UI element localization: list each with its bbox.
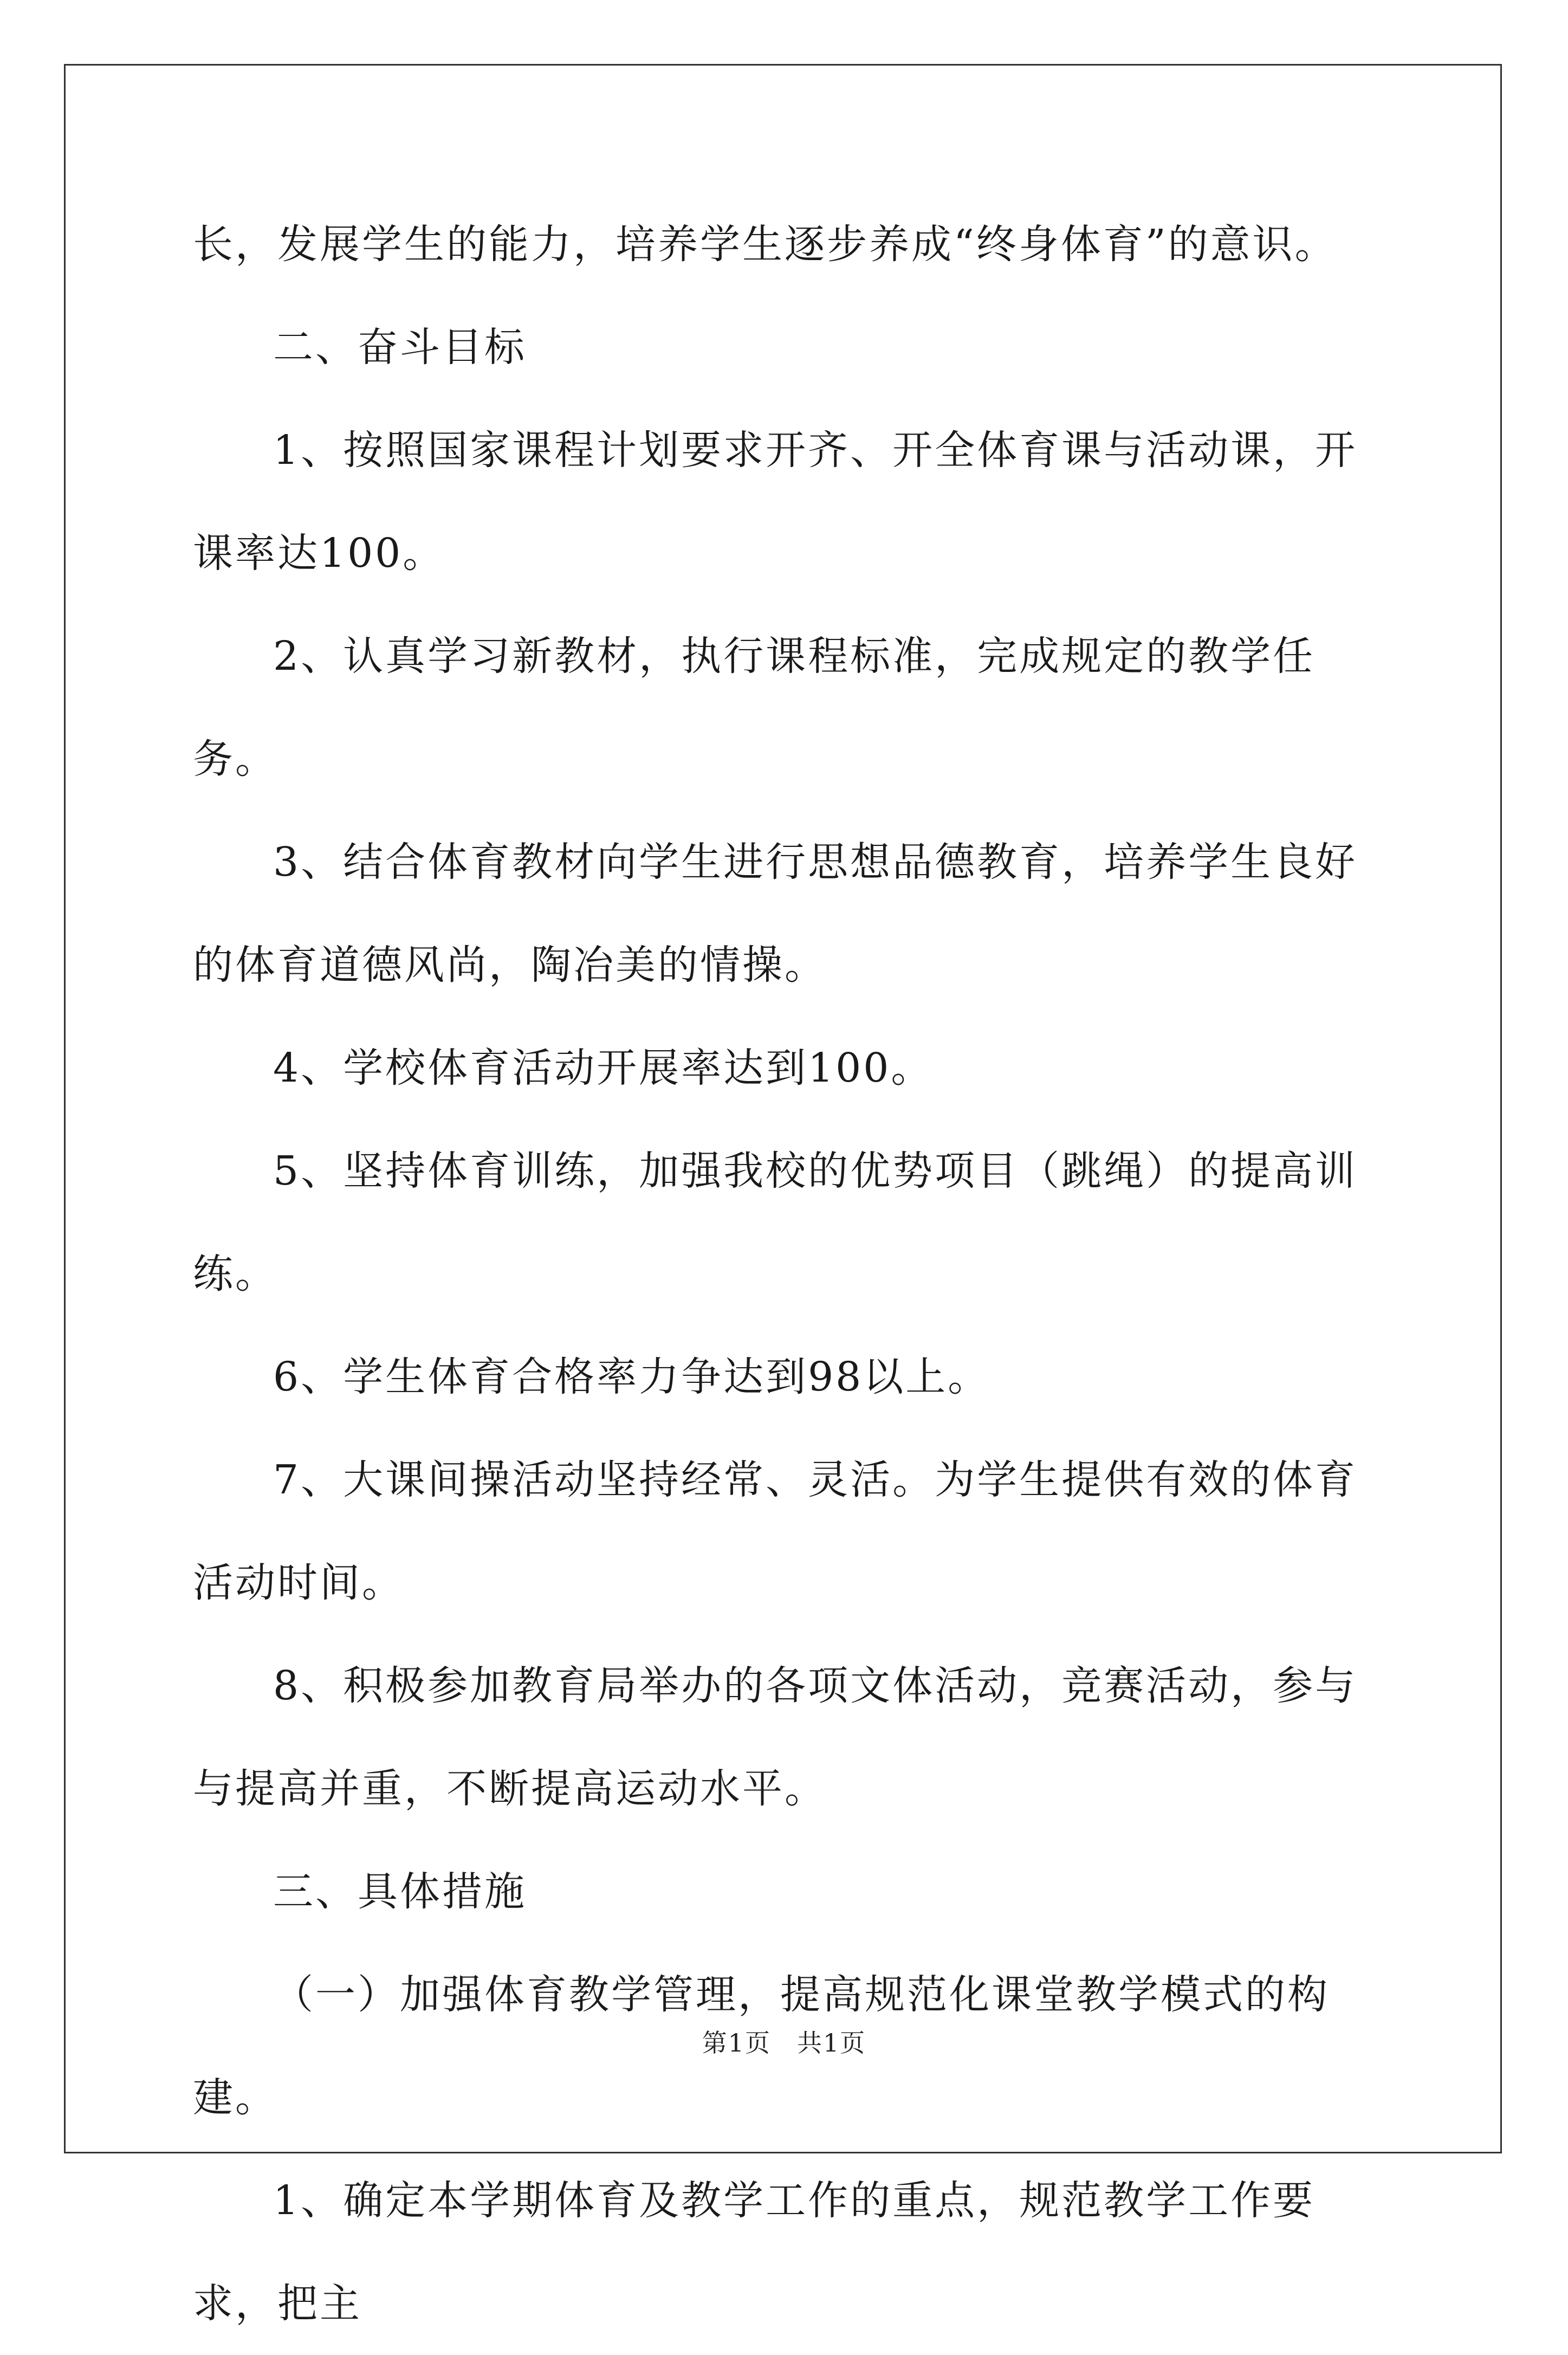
- goal-item-5: 5、坚持体育训练，加强我校的优势项目（跳绳）的提高训练。: [193, 1148, 1358, 1297]
- section-heading-measures: 三、具体措施: [273, 1868, 527, 1915]
- goal-item-6: 6、学生体育合格率力争达到98以上。: [273, 1354, 990, 1400]
- goal-item-2: 2、认真学习新教材，执行课程标准，完成规定的教学任务。: [193, 633, 1316, 782]
- page-footer: 第1页 共1页: [702, 2028, 866, 2058]
- section-heading-goals: 二、奋斗目标: [273, 324, 527, 371]
- goal-item-8: 8、积极参加教育局举办的各项文体活动，竞赛活动，参与与提高并重，不断提高运动水平。: [193, 1662, 1358, 1812]
- goal-item-3: 3、结合体育教材向学生进行思想品德教育，培养学生良好的体育道德风尚，陶冶美的情操。: [193, 839, 1358, 988]
- goal-item-1: 1、按照国家课程计划要求开齐、开全体育课与活动课，开课率达100。: [193, 427, 1358, 577]
- goal-item-7: 7、大课间操活动坚持经常、灵活。为学生提供有效的体育活动时间。: [193, 1457, 1358, 1606]
- subsection-heading-1: （一）加强体育教学管理，提高规范化课堂教学模式的构建。: [193, 1971, 1330, 2121]
- measure-item-1: 1、确定本学期体育及教学工作的重点，规范教学工作要求，把主: [193, 2177, 1316, 2327]
- paragraph-1: 长，发展学生的能力，培养学生逐步养成“终身体育”的意识。: [193, 221, 1337, 268]
- goal-item-4: 4、学校体育活动开展率达到100。: [273, 1045, 934, 1091]
